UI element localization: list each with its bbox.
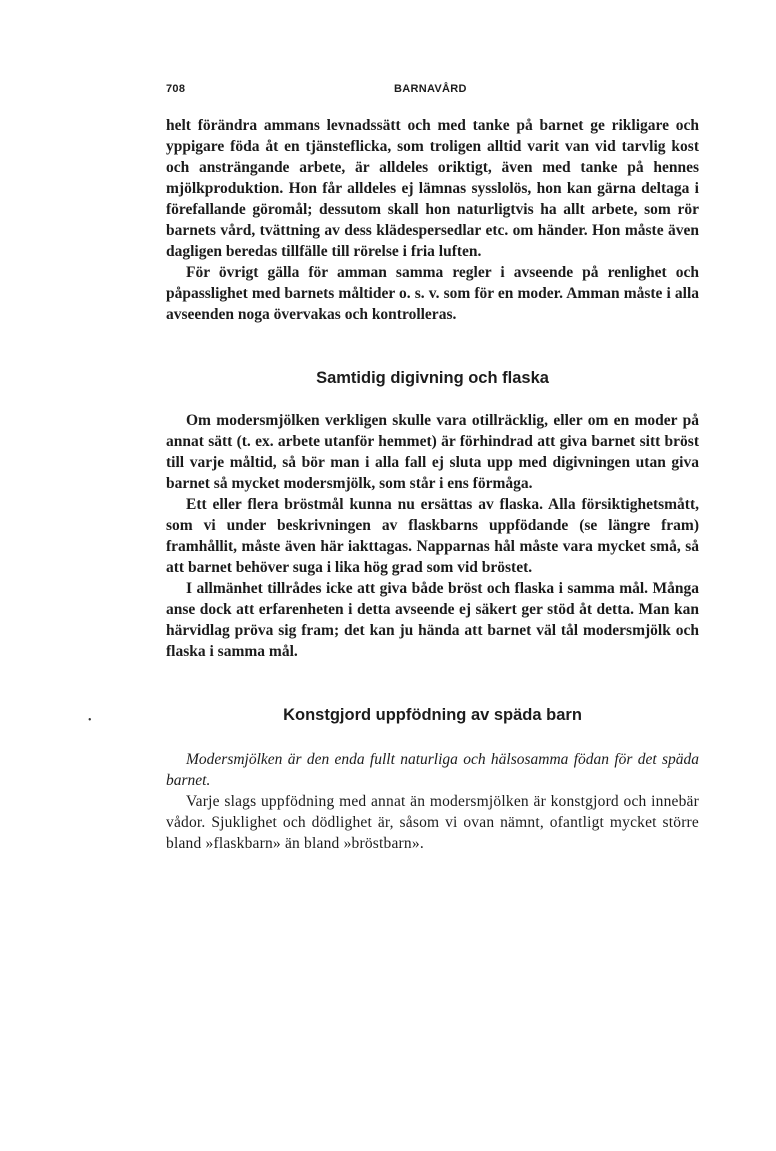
paragraph-amman-diet: helt förändra ammans levnadssätt och med tanke på barnet ge rikligare och yppigare föda åt en tjänsteflicka, som troligen alltid varit van vid tarvlig kost och ansträngande arbete, är alldeles oriktigt, även med tanke på hennes mjölkproduktion. Hon får alldeles ej lämnas sysslolös, hon kan gärna deltaga i förefallande göromål; dessutom skall hon naturligtvis ha allt arbete, som rör barnets vård, tvättning av dess klädespersedlar etc. om händer. Hon måste även dagligen beredas tillfälle till rörelse i fria luften.: [166, 117, 699, 260]
running-header: [166, 83, 699, 101]
paragraph-brostmal: Ett eller flera bröstmål kunna nu ersättas av flaska. Alla försiktighetsmått, som vi under beskrivningen av flaskbarns uppfödande (se längre fram) framhållit, måste även här iakttagas. Napparnas hål måste vara mycket små, så att barnet behöver suga i lika hög grad som vid bröstet.: [166, 496, 699, 576]
running-title: BARNAVÅRD: [394, 83, 467, 95]
paragraph-allmanhet: I allmänhet tillrådes icke att giva både bröst och flaska i samma mål. Många anse dock att erfarenheten i detta avseende ej säkert ger stöd åt detta. Man kan härvidlag pröva sig fram; det kan ju hända att barnet väl tål modersmjölk och flaska i samma mål.: [166, 580, 699, 660]
body-text: [166, 115, 699, 854]
paragraph-amman-rules: För övrigt gälla för amman samma regler i avseende på renlighet och påpasslighet med barnets måltider o. s. v. som för en moder. Amman måste i alla avseenden noga övervakas och kontrolleras.: [166, 264, 699, 323]
paragraph-konstgjord: Varje slags uppfödning med annat än modersmjölken är konstgjord och innebär vådor. Sjuklighet och dödlighet är, såsom vi ovan nämnt, ofantligt mycket större bland »flaskbarn» än bland »bröstbarn».: [166, 793, 699, 852]
page-number: 708: [166, 83, 186, 95]
paragraph-italic-lead: Modersmjölken är den enda fullt naturliga och hälsosamma födan för det späda barnet.: [166, 751, 699, 789]
margin-speck: •: [88, 715, 92, 726]
section-heading-samtidig: Samtidig digivning och flaska: [316, 369, 549, 387]
page: [166, 83, 699, 854]
paragraph-modersmjolk: Om modersmjölken verkligen skulle vara otillräcklig, eller om en moder på annat sätt (t. ex. arbete utanför hemmet) är förhindrad att giva barnet sitt bröst till varje måltid, så bör man i alla fall ej sluta upp med digivningen utan giva barnet så mycket modersmjölk, som står i ens förmåga.: [166, 412, 699, 492]
section-heading-konstgjord: Konstgjord uppfödning av späda barn: [283, 706, 582, 724]
